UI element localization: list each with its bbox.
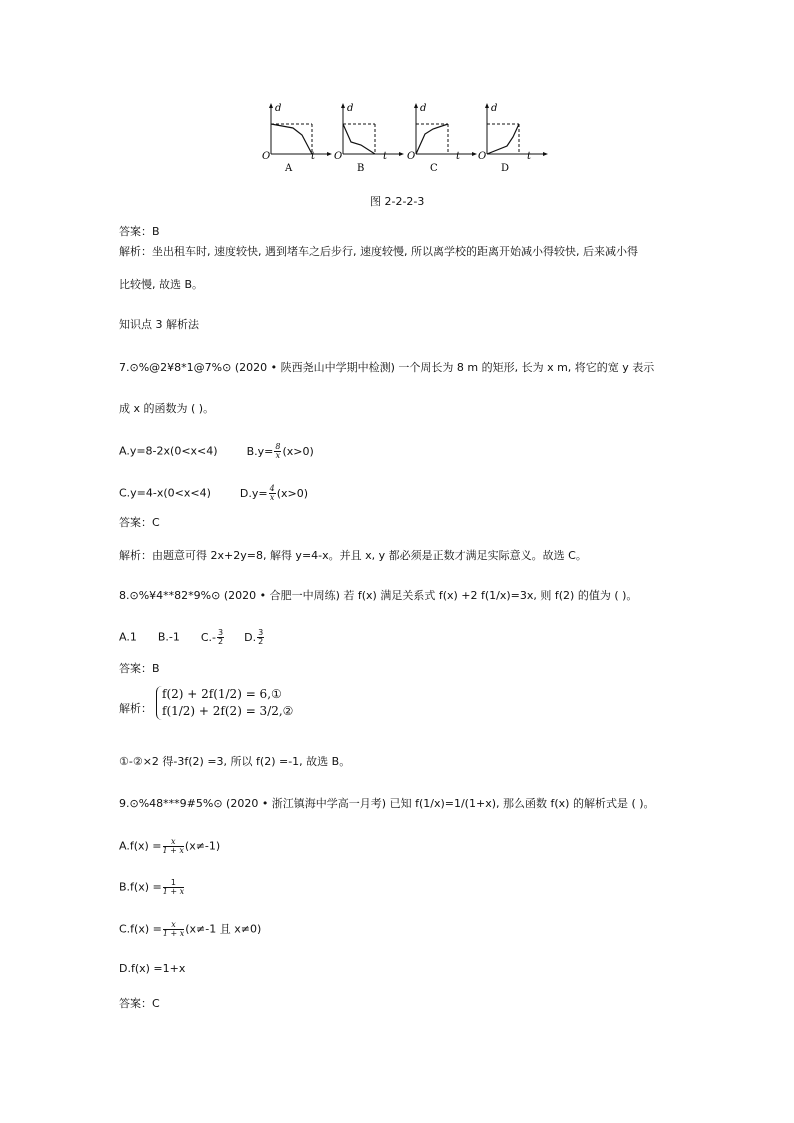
q9-answer: 答案：C xyxy=(119,997,160,1010)
q7-options-row2 xyxy=(119,485,308,502)
graph-b-origin: O xyxy=(334,151,343,162)
graph-c-label: C xyxy=(430,163,438,174)
q8-equation-system xyxy=(156,686,293,720)
q7-answer: 答案：C xyxy=(119,516,160,529)
q8-equation-1: f(2) + 2f(1/2) = 6,① xyxy=(162,687,282,701)
figure-caption: 图 2-2-2-3 xyxy=(370,195,425,208)
q8-option-a: A.1 xyxy=(119,630,137,644)
q9-question: 9.⊙%48***9#5%⊙ (2020 • 浙江镇海中学高一月考) 已知 f(1/x)=1/(1+x), 那么函数 f(x) 的解析式是 ( )。 xyxy=(119,797,655,810)
graph-d-y-label: d xyxy=(491,103,498,114)
graph-c xyxy=(407,103,477,174)
q7-option-a: A.y=8-2x(0<x<4) xyxy=(119,444,218,458)
q6-answer: 答案：B xyxy=(119,225,160,238)
q8-option-d: D. $\frac{3}{2}$ xyxy=(244,628,264,646)
q9-option-a: A.f(x) = $\frac{x}{1 + x}$ (x≠-1) xyxy=(119,837,221,855)
q7-option-b: B.y= $\frac{8}{x}$ (x>0) xyxy=(246,442,314,460)
section-heading: 知识点 3 解析法 xyxy=(119,318,199,331)
graph-d xyxy=(478,103,548,174)
graph-d-label: D xyxy=(501,163,510,174)
graph-a xyxy=(262,103,332,174)
q8-answer: 答案：B xyxy=(119,662,160,675)
q6-analysis-line2: 比较慢, 故选 B。 xyxy=(119,278,204,291)
graph-b-label: B xyxy=(357,163,365,174)
q8-option-c: C.- $\frac{3}{2}$ xyxy=(200,628,224,646)
graph-d-origin: O xyxy=(478,151,487,162)
q7-option-d: D.y= $\frac{4}{x}$ (x>0) xyxy=(239,484,309,502)
graph-c-origin: O xyxy=(407,151,416,162)
graph-a-x-label: t xyxy=(311,151,316,162)
graph-a-y-label: d xyxy=(275,103,282,114)
graph-d-x-label: t xyxy=(527,151,532,162)
q8-analysis-label: 解析： xyxy=(119,702,152,715)
q8-option-b: B.-1 xyxy=(157,630,180,644)
graph-b xyxy=(334,103,404,174)
q6-analysis-line1: 解析：坐出租车时, 速度较快, 遇到堵车之后步行, 速度较慢, 所以离学校的距离开始减小得较快, 后来减小得 xyxy=(119,245,638,258)
q7-options-row1 xyxy=(119,443,314,460)
graph-c-y-label: d xyxy=(420,103,427,114)
q8-equation-2: f(1/2) + 2f(2) = 3/2,② xyxy=(162,704,294,718)
q9-option-d: D.f(x) =1+x xyxy=(119,962,186,975)
graph-b-y-label: d xyxy=(347,103,354,114)
graph-c-x-label: t xyxy=(456,151,461,162)
q7-analysis: 解析：由题意可得 2x+2y=8, 解得 y=4-x。并且 x, y 都必须是正数才满足实际意义。故选 C。 xyxy=(119,549,587,562)
q8-question: 8.⊙%¥4**82*9%⊙ (2020 • 合肥一中周练) 若 f(x) 满足关系式 f(x) +2 f(1/x)=3x, 则 f(2) 的值为 ( )。 xyxy=(119,589,638,602)
q8-conclusion: ①-②×2 得-3f(2) =3, 所以 f(2) =-1, 故选 B。 xyxy=(119,755,351,768)
graph-b-x-label: t xyxy=(383,151,388,162)
q7-question-line1: 7.⊙%@2¥8*1@7%⊙ (2020 • 陕西尧山中学期中检测) 一个周长为 8 m 的矩形, 长为 x m, 将它的宽 y 表示 xyxy=(119,361,655,374)
q7-question-line2: 成 x 的函数为 ( )。 xyxy=(119,402,215,415)
graph-a-origin: O xyxy=(262,151,271,162)
q8-options xyxy=(119,629,265,646)
q9-option-c: C.f(x) = $\frac{x}{1 + x}$ (x≠-1 且 x≠0) xyxy=(119,920,262,938)
q7-option-c: C.y=4-x(0<x<4) xyxy=(119,486,211,500)
q9-option-b: B.f(x) = $\frac{1}{1 + x}$ xyxy=(119,878,185,896)
graph-a-label: A xyxy=(285,163,293,174)
